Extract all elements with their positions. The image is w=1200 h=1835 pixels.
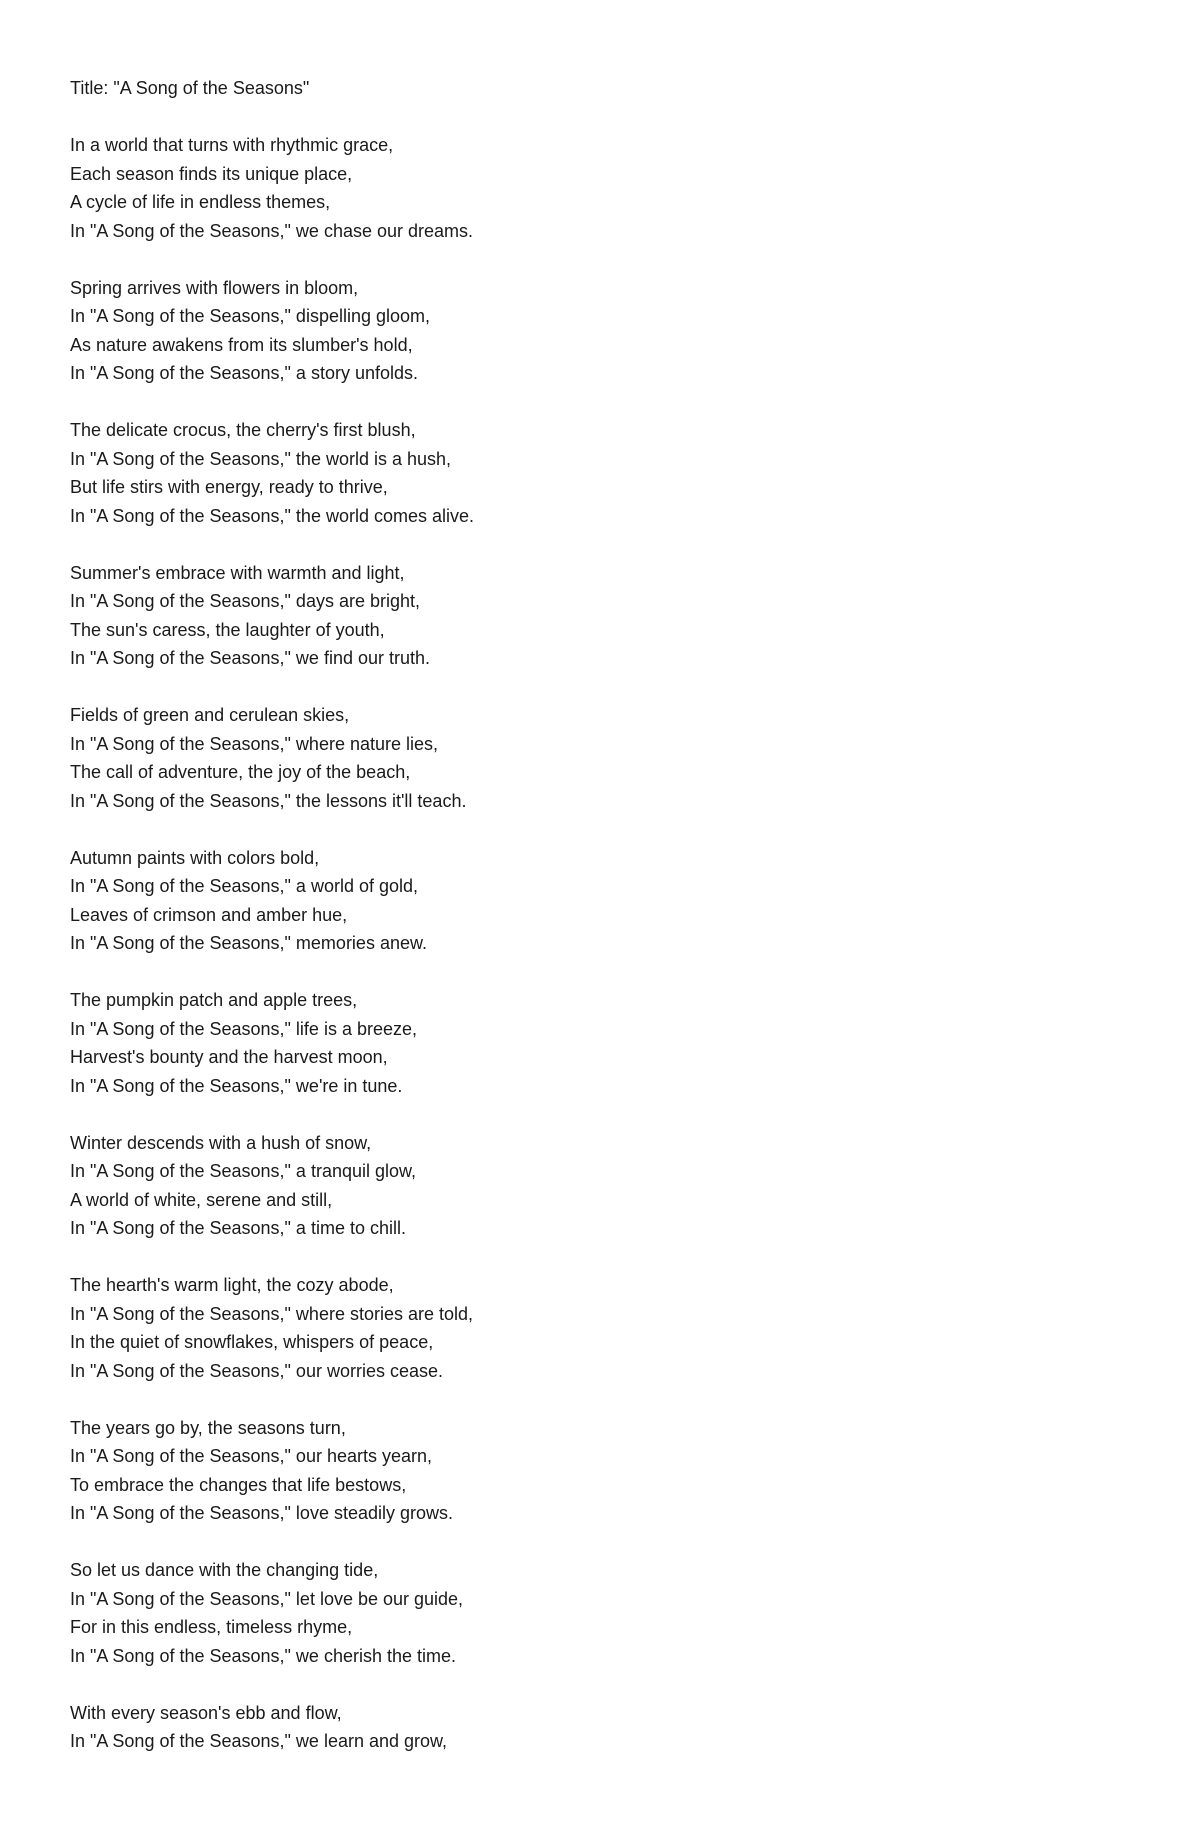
poem-line: But life stirs with energy, ready to thrive, xyxy=(70,477,388,497)
stanza xyxy=(70,986,1130,1100)
poem-line: In "A Song of the Seasons," we learn and grow, xyxy=(70,1731,448,1751)
poem-line: In "A Song of the Seasons," the world comes alive. xyxy=(70,505,475,526)
poem-line: Leaves of crimson and amber hue, xyxy=(70,904,348,925)
poem-line: To embrace the changes that life bestows, xyxy=(70,1474,407,1495)
poem-line: Summer's embrace with warmth and light, xyxy=(70,562,405,583)
poem-line: In "A Song of the Seasons," the world is a hush, xyxy=(70,448,452,469)
stanza xyxy=(70,1129,1130,1243)
poem-line: So let us dance with the changing tide, xyxy=(70,1560,379,1580)
stanza xyxy=(70,1556,1130,1670)
poem-line: In a world that turns with rhythmic grace, xyxy=(70,135,394,155)
poem-line: In "A Song of the Seasons," we cherish the time. xyxy=(70,1645,456,1666)
poem-body xyxy=(70,74,1130,1784)
poem-line: A world of white, serene and still, xyxy=(70,1189,333,1210)
stanza xyxy=(70,1699,1130,1756)
stanza xyxy=(70,274,1130,388)
poem-line: For in this endless, timeless rhyme, xyxy=(70,1617,353,1637)
poem-line: In "A Song of the Seasons," a tranquil glow, xyxy=(70,1161,417,1181)
poem-line: Spring arrives with flowers in bloom, xyxy=(70,277,359,298)
poem-line: In "A Song of the Seasons," we find our truth. xyxy=(70,648,430,668)
poem-line: Each season finds its unique place, xyxy=(70,163,353,184)
stanza xyxy=(70,559,1130,673)
poem-line: Harvest's bounty and the harvest moon, xyxy=(70,1047,388,1067)
poem-line: In "A Song of the Seasons," where stories are told, xyxy=(70,1303,474,1324)
poem-line: The delicate crocus, the cherry's first blush, xyxy=(70,420,416,440)
poem-line: In "A Song of the Seasons," life is a breeze, xyxy=(70,1018,417,1039)
poem-line: In "A Song of the Seasons," we chase our dreams. xyxy=(70,220,474,241)
poem-line: In "A Song of the Seasons," a time to chill. xyxy=(70,1218,406,1238)
poem-line: In the quiet of snowflakes, whispers of peace, xyxy=(70,1332,434,1352)
poem-line: In "A Song of the Seasons," where nature lies, xyxy=(70,733,439,754)
poem-line: The pumpkin patch and apple trees, xyxy=(70,990,358,1010)
poem-line: The call of adventure, the joy of the beach, xyxy=(70,762,411,782)
stanza xyxy=(70,1414,1130,1528)
poem-line: A cycle of life in endless themes, xyxy=(70,192,331,212)
poem-line: In "A Song of the Seasons," our worries cease. xyxy=(70,1360,443,1381)
poem-line: In "A Song of the Seasons," dispelling gloom, xyxy=(70,306,431,326)
poem-line: As nature awakens from its slumber's hold, xyxy=(70,334,413,355)
stanza xyxy=(70,1271,1130,1385)
poem-line: The sun's caress, the laughter of youth, xyxy=(70,619,385,640)
stanza xyxy=(70,844,1130,958)
stanza xyxy=(70,131,1130,245)
poem-line: In "A Song of the Seasons," days are bright, xyxy=(70,591,420,611)
poem-line: Fields of green and cerulean skies, xyxy=(70,705,350,725)
stanza xyxy=(70,416,1130,530)
poem-line: The hearth's warm light, the cozy abode, xyxy=(70,1275,394,1295)
poem-line: Autumn paints with colors bold, xyxy=(70,847,320,868)
poem-title: Title: "A Song of the Seasons" xyxy=(70,78,310,98)
poem-line: In "A Song of the Seasons," a world of gold, xyxy=(70,876,419,896)
stanza-list xyxy=(70,131,1130,1756)
poem-line: In "A Song of the Seasons," memories anew. xyxy=(70,933,427,953)
stanza xyxy=(70,701,1130,815)
poem-line: In "A Song of the Seasons," we're in tune. xyxy=(70,1075,403,1096)
poem-line: In "A Song of the Seasons," let love be our guide, xyxy=(70,1588,464,1609)
poem-line: Winter descends with a hush of snow, xyxy=(70,1132,372,1153)
poem-line: In "A Song of the Seasons," the lessons it'll teach. xyxy=(70,790,467,811)
poem-line: In "A Song of the Seasons," our hearts yearn, xyxy=(70,1446,433,1466)
poem-line: The years go by, the seasons turn, xyxy=(70,1417,346,1438)
poem-line: In "A Song of the Seasons," a story unfolds. xyxy=(70,363,418,383)
poem-line: In "A Song of the Seasons," love steadily grows. xyxy=(70,1503,454,1523)
poem-line: With every season's ebb and flow, xyxy=(70,1702,342,1723)
